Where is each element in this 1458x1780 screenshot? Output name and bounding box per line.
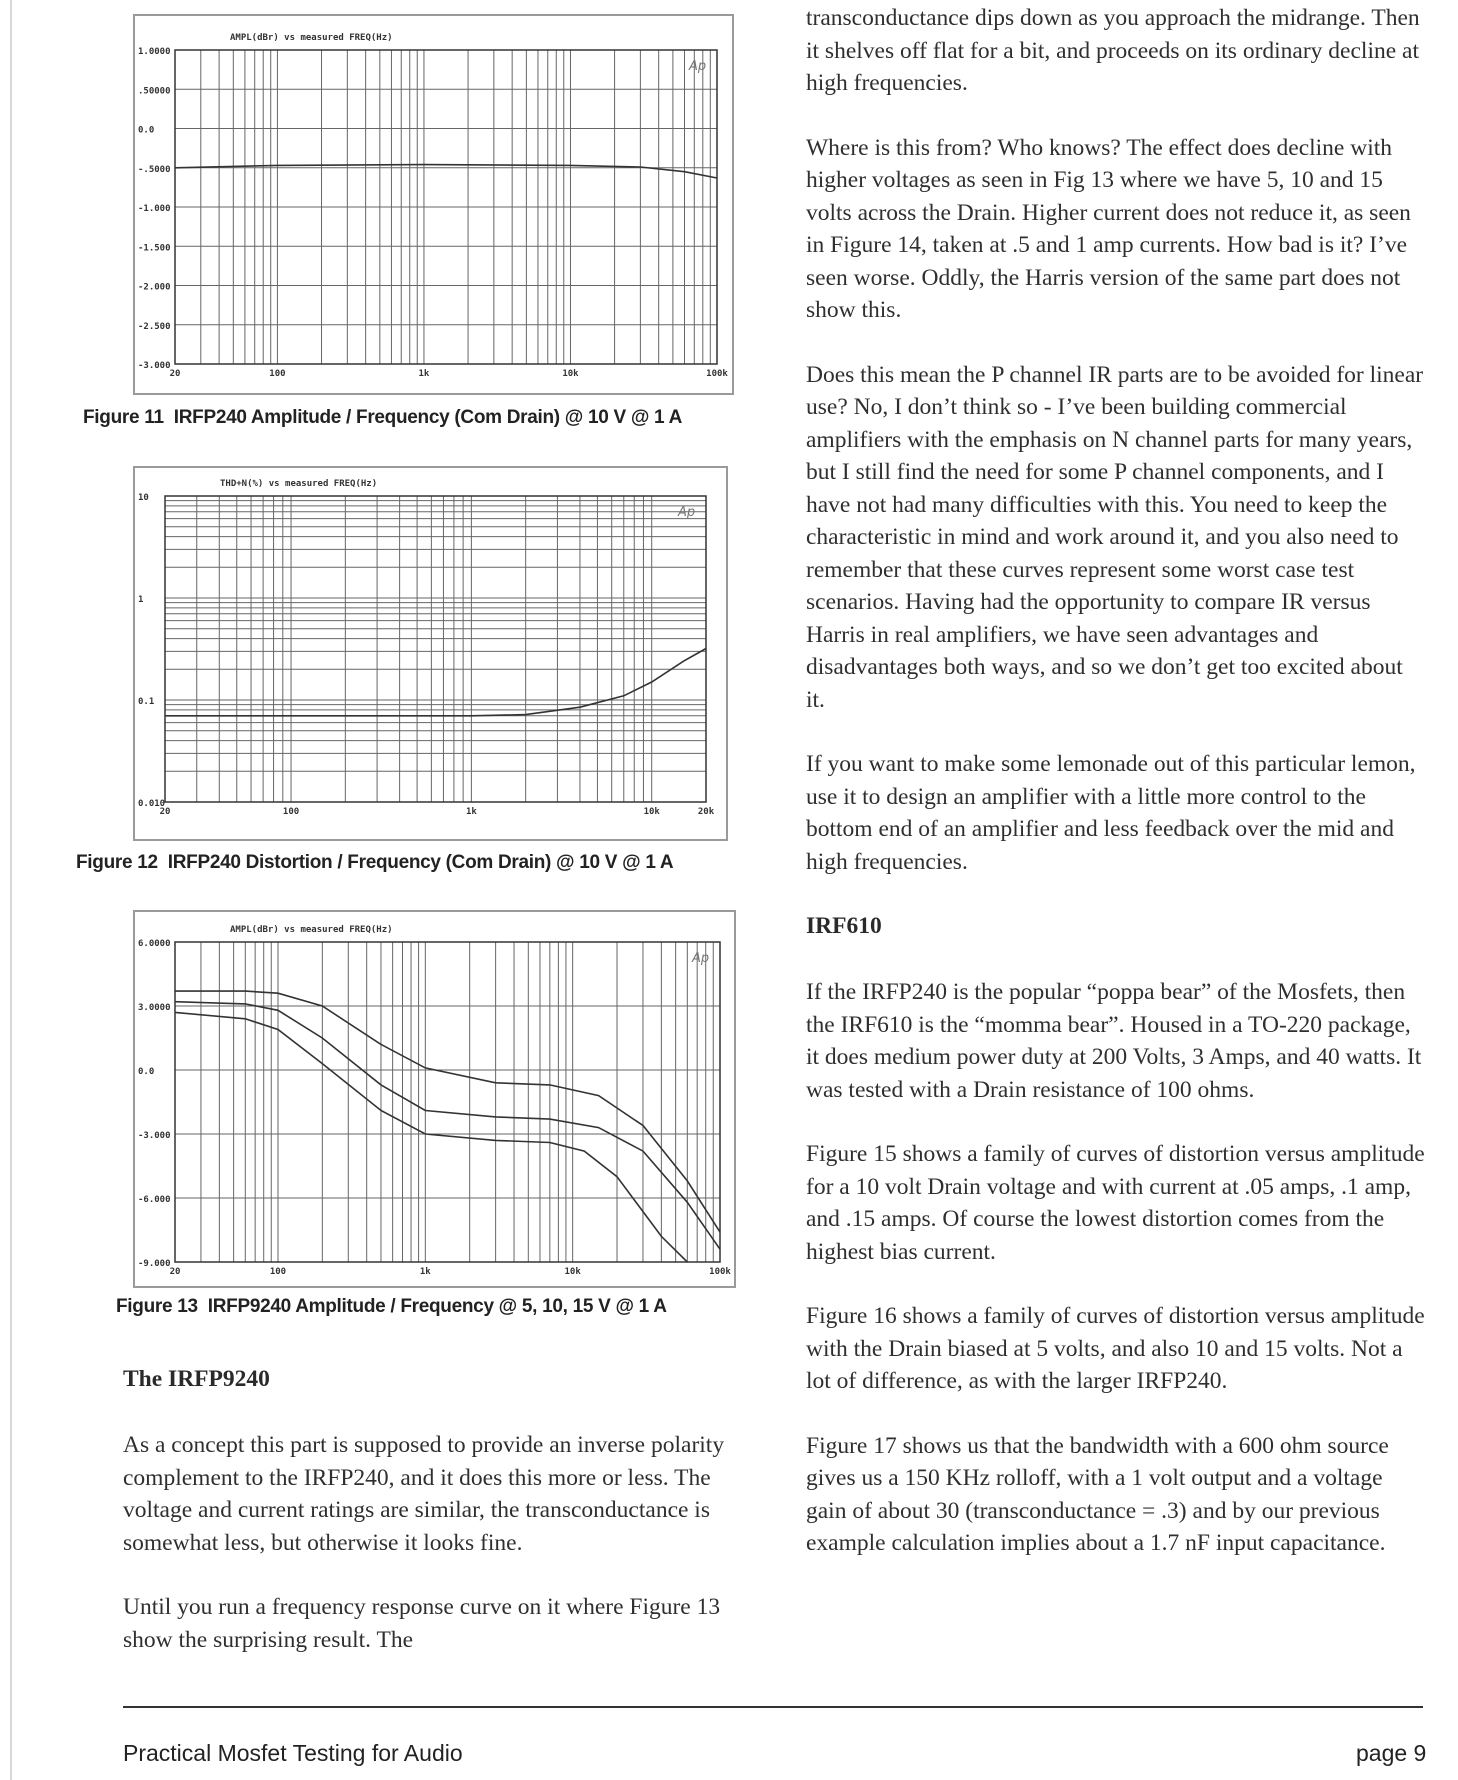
figure-11-chart	[133, 14, 734, 395]
x-tick-label: 1k	[419, 1267, 431, 1277]
series-line-1	[175, 165, 717, 178]
y-tick-label: -6.000	[138, 1195, 171, 1205]
paragraph: Until you run a frequency response curve on it where Figure 13 show the surprising result. The	[123, 1594, 721, 1653]
footer-title: Practical Mosfet Testing for Audio	[123, 1740, 463, 1766]
plot-border	[165, 496, 706, 802]
plot-border	[175, 942, 720, 1262]
x-tick-label: 1k	[418, 369, 430, 379]
series-line-1	[165, 649, 706, 716]
ap-logo: Ap	[692, 951, 710, 966]
ap-logo: Ap	[678, 505, 696, 520]
x-tick-label: 100	[269, 369, 286, 379]
chart-svg	[135, 16, 732, 393]
chart-svg	[135, 912, 734, 1286]
figure-13-caption	[116, 1296, 667, 1318]
figure-11-number: Figure 11	[83, 407, 164, 428]
x-tick-label: 100k	[706, 369, 728, 379]
y-tick-label: -.5000	[138, 164, 171, 175]
section-heading-irfp9240: The IRFP9240	[123, 1366, 270, 1392]
paragraph: Figure 15 shows a family of curves of distortion versus amplitude for a 10 volt Drain voltage and with current at .05 amps, .1 amp, and .15 amps. Of course the lowest distortion comes from the highest bias current.	[806, 1141, 1425, 1265]
y-tick-label: -2.000	[138, 282, 171, 293]
y-tick-label: .50000	[138, 86, 171, 97]
y-tick-label: 10	[138, 493, 149, 503]
chart-header: THD+N(%) vs measured FREQ(Hz)	[220, 479, 378, 489]
x-tick-label: 10k	[562, 369, 579, 379]
paragraph: Figure 16 shows a family of curves of distortion versus amplitude with the Drain biased at 5 volts, and also 10 and 15 volts. Not a lot of difference, as with the larger IRFP240.	[806, 1303, 1425, 1394]
x-tick-label: 10k	[643, 807, 660, 817]
x-tick-label: 20	[169, 369, 181, 379]
figure-13-chart	[133, 910, 736, 1288]
series-line-1	[175, 991, 720, 1232]
figure-12-number: Figure 12	[76, 852, 158, 873]
x-tick-label: 20	[169, 1267, 181, 1277]
series-line-3	[175, 1012, 687, 1262]
page-number: page 9	[1356, 1740, 1427, 1766]
y-tick-label: 0.0	[138, 125, 155, 136]
footer-divider	[123, 1706, 1423, 1708]
chart-svg	[135, 468, 726, 839]
x-tick-label: 100	[282, 807, 300, 817]
paragraph: If you want to make some lemonade out of this particular lemon, use it to design an amplifier with a little more control to the bottom end of an amplifier and less feedback over the mid and high frequencies.	[806, 751, 1416, 875]
paragraph: Where is this from? Who knows? The effect does decline with higher voltages as seen in Fig 13 where we have 5, 10 and 15 volts across the Drain. Higher current does not reduce it, as seen in Figure 14, taken at .5 and 1 amp currents. How bad is it? I’ve seen worse. Oddly, the Harris version of the same part does not show this.	[806, 134, 1411, 323]
y-tick-label: 6.0000	[138, 939, 171, 949]
paragraph: transconductance dips down as you approach the midrange. Then it shelves off flat for a bit, and proceeds on its ordinary decline at high frequencies.	[806, 5, 1420, 96]
x-tick-label: 20k	[697, 807, 715, 817]
figure-13-caption-text: IRFP9240 Amplitude / Frequency @ 5, 10, 15 V @ 1 A	[207, 1296, 667, 1317]
x-tick-label: 10k	[564, 1267, 581, 1277]
y-tick-label: 0.010	[138, 799, 166, 809]
x-tick-label: 1k	[465, 807, 477, 817]
x-tick-label: 100	[269, 1267, 287, 1277]
series-line-2	[175, 1002, 720, 1249]
y-tick-label: -2.500	[138, 321, 171, 332]
y-tick-label: -3.000	[138, 1131, 171, 1141]
chart-header: AMPL(dBr) vs measured FREQ(Hz)	[230, 33, 393, 43]
paragraph: Does this mean the P channel IR parts are to be avoided for linear use? No, I don’t think so - I’ve been building commercial amplifiers with the emphasis on N channel parts for many years, but I still find the need for some P channel components, and I have not had many difficulties with this. You need to keep the characteristic in mind and work around it, and you also need to remember that these curves represent some worst case test scenarios. Having had the opportunity to compare IR versus Harris in real amplifiers, we have seen advantages and disadvantages both ways, and so we don’t get too excited about it.	[806, 361, 1424, 713]
left-column-text	[123, 1363, 743, 1688]
y-tick-label: 3.0000	[138, 1003, 171, 1013]
figure-12-chart	[133, 466, 728, 841]
ap-logo: Ap	[689, 59, 707, 74]
paragraph: If the IRFP240 is the popular “poppa bear” of the Mosfets, then the IRF610 is the “momma bear”. Housed in a TO-220 package, it does medium power duty at 200 Volts, 3 Amps, and 40 watts. It was tested with a Drain resistance of 100 ohms.	[806, 979, 1422, 1103]
figure-11-caption	[83, 407, 682, 429]
y-tick-label: -9.000	[138, 1259, 171, 1269]
paragraph: As a concept this part is supposed to provide an inverse polarity complement to the IRFP240, and it does this more or less. The voltage and current ratings are similar, the transconductance is somewhat less, but otherwise it looks fine.	[123, 1432, 725, 1556]
figure-12-caption-text: IRFP240 Distortion / Frequency (Com Drain) @ 10 V @ 1 A	[167, 852, 674, 873]
figure-12-caption	[76, 852, 673, 874]
x-tick-label: 100k	[709, 1267, 731, 1277]
section-heading-irf610: IRF610	[806, 913, 882, 939]
x-tick-label: 20	[159, 807, 171, 817]
y-tick-label: -1.500	[138, 243, 171, 254]
y-tick-label: -1.000	[138, 204, 171, 214]
y-tick-label: 1	[138, 595, 144, 605]
figure-13-number: Figure 13	[116, 1296, 198, 1317]
figure-11-caption-text: IRFP240 Amplitude / Frequency (Com Drain) @ 10 V @ 1 A	[173, 407, 683, 428]
page-left-edge	[10, 0, 12, 1780]
paragraph: Figure 17 shows us that the bandwidth with a 600 ohm source gives us a 150 KHz rolloff, with a 1 volt output and a voltage gain of about 30 (transconductance = .3) and by our previous example calculation implies about a 1.7 nF input capacitance.	[806, 1432, 1389, 1556]
right-column-text	[806, 2, 1426, 1592]
y-tick-label: 0.0	[138, 1067, 155, 1077]
chart-header: AMPL(dBr) vs measured FREQ(Hz)	[230, 925, 393, 935]
y-tick-label: 1.0000	[138, 47, 171, 57]
y-tick-label: -3.000	[138, 361, 171, 371]
y-tick-label: 0.1	[138, 697, 155, 707]
